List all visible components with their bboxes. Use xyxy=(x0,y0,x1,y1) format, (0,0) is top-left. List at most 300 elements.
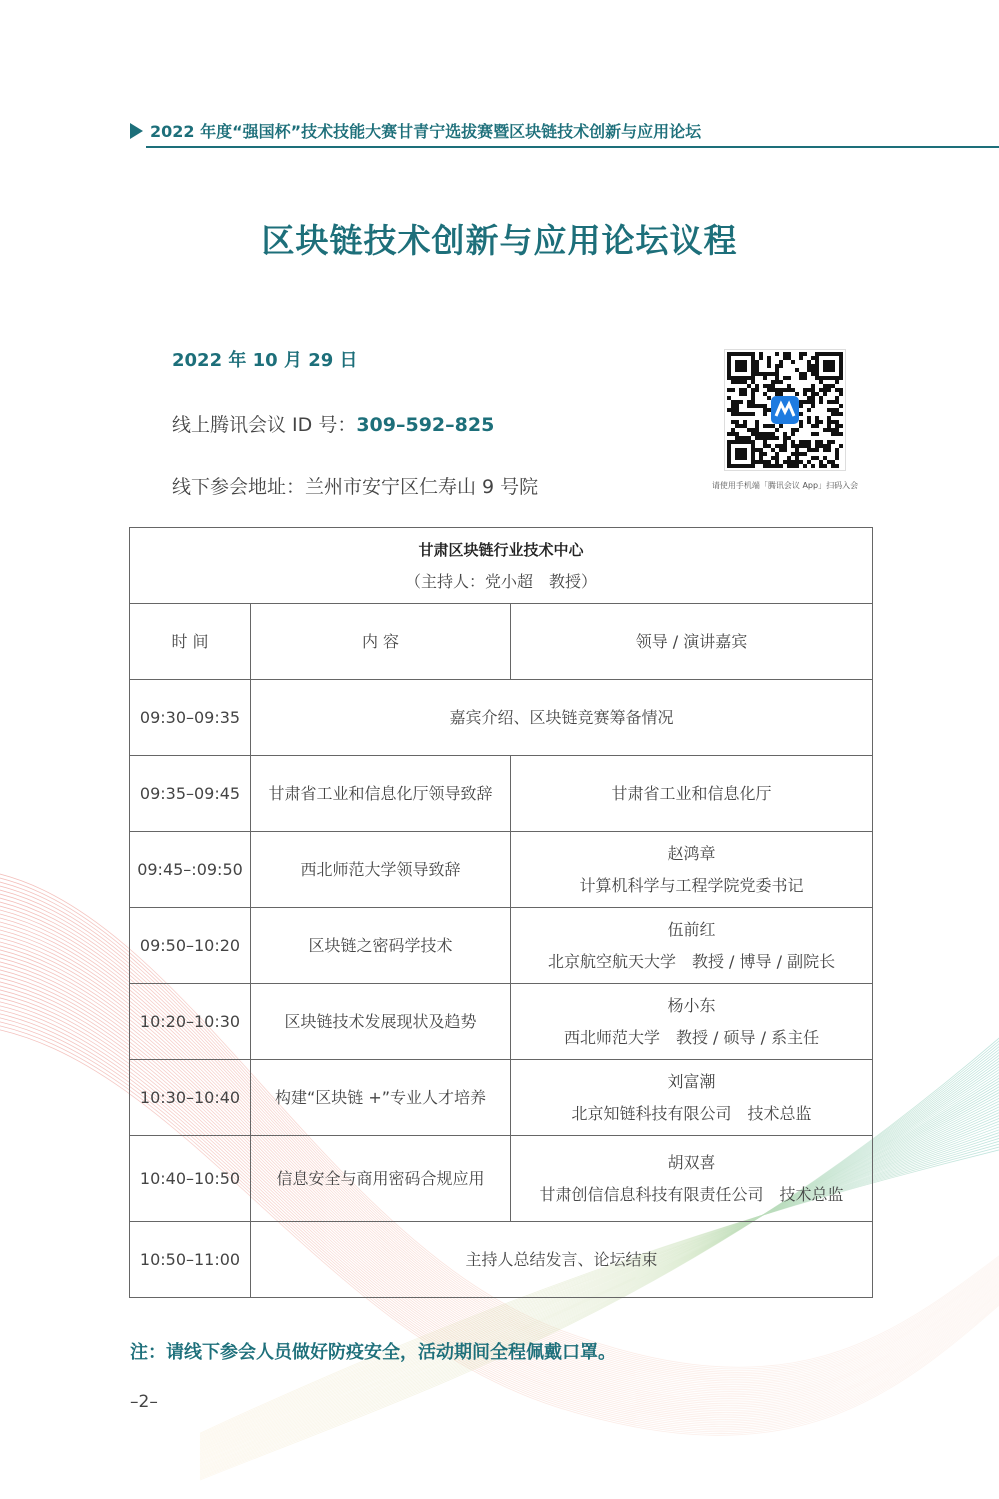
qr-module xyxy=(751,412,755,416)
qr-module xyxy=(747,352,751,356)
agenda-table xyxy=(129,527,873,1298)
qr-module xyxy=(759,436,763,440)
qr-module xyxy=(783,444,787,448)
qr-module xyxy=(755,420,759,424)
qr-module xyxy=(763,432,767,436)
qr-module xyxy=(811,372,815,376)
qr-module xyxy=(835,448,839,452)
qr-module xyxy=(831,420,835,424)
column-header-speaker: 领导 / 演讲嘉宾 xyxy=(511,604,873,680)
qr-module xyxy=(735,400,739,404)
qr-module xyxy=(727,388,731,392)
qr-module xyxy=(835,452,839,456)
qr-module xyxy=(771,456,775,460)
qr-module xyxy=(735,364,739,368)
qr-module xyxy=(835,388,839,392)
qr-module xyxy=(727,396,731,400)
qr-module xyxy=(751,388,755,392)
qr-module xyxy=(751,404,755,408)
qr-module xyxy=(763,424,767,428)
qr-module xyxy=(819,464,823,468)
qr-module xyxy=(775,444,779,448)
qr-module xyxy=(759,352,763,356)
speaker-title: 甘肃创信信息科技有限责任公司 技术总监 xyxy=(539,1184,844,1204)
qr-module xyxy=(751,372,755,376)
qr-module xyxy=(827,424,831,428)
qr-module xyxy=(783,440,787,444)
qr-module xyxy=(827,440,831,444)
qr-module xyxy=(779,424,783,428)
qr-module xyxy=(747,428,751,432)
qr-module xyxy=(755,384,759,388)
qr-module xyxy=(727,448,731,452)
qr-module xyxy=(831,460,835,464)
qr-module xyxy=(767,460,771,464)
qr-code-icon xyxy=(725,350,845,470)
qr-module xyxy=(731,428,735,432)
qr-module xyxy=(827,352,831,356)
qr-module xyxy=(735,464,739,468)
qr-module xyxy=(807,360,811,364)
qr-module xyxy=(839,432,843,436)
qr-module xyxy=(803,400,807,404)
qr-module xyxy=(815,372,819,376)
qr-module xyxy=(783,432,787,436)
qr-module xyxy=(799,444,803,448)
qr-module xyxy=(759,356,763,360)
qr-module xyxy=(771,380,775,384)
qr-module xyxy=(763,440,767,444)
qr-module xyxy=(755,360,759,364)
qr-module xyxy=(807,420,811,424)
qr-module xyxy=(787,456,791,460)
qr-module xyxy=(823,444,827,448)
qr-module xyxy=(787,356,791,360)
qr-module xyxy=(731,352,735,356)
qr-module xyxy=(743,464,747,468)
qr-module xyxy=(767,432,771,436)
qr-module xyxy=(743,436,747,440)
qr-module xyxy=(839,444,843,448)
qr-module xyxy=(779,360,783,364)
table-row xyxy=(130,1222,873,1298)
qr-module xyxy=(731,388,735,392)
qr-module xyxy=(743,360,747,364)
qr-module xyxy=(739,380,743,384)
qr-module xyxy=(775,388,779,392)
qr-module xyxy=(835,420,839,424)
time-cell: 10:30–10:40 xyxy=(130,1060,251,1136)
qr-module xyxy=(835,380,839,384)
qr-module xyxy=(803,444,807,448)
qr-module xyxy=(795,392,799,396)
qr-module xyxy=(799,452,803,456)
qr-module xyxy=(739,368,743,372)
qr-module xyxy=(731,464,735,468)
qr-module xyxy=(735,432,739,436)
banner-text: 2022 年度“强国杯”技术技能大赛甘青宁选拔赛暨区块链技术创新与应用论坛 xyxy=(150,122,702,141)
qr-module xyxy=(739,456,743,460)
qr-module xyxy=(787,460,791,464)
qr-module xyxy=(763,376,767,380)
qr-module xyxy=(791,388,795,392)
table-row xyxy=(130,984,873,1060)
qr-module xyxy=(811,424,815,428)
qr-module xyxy=(839,372,843,376)
qr-module xyxy=(759,452,763,456)
table-row xyxy=(130,756,873,832)
qr-module xyxy=(835,400,839,404)
qr-module xyxy=(803,452,807,456)
qr-module xyxy=(735,456,739,460)
qr-module xyxy=(731,412,735,416)
qr-module xyxy=(739,376,743,380)
qr-module xyxy=(823,456,827,460)
qr-module xyxy=(739,424,743,428)
qr-module xyxy=(771,424,775,428)
qr-module xyxy=(815,448,819,452)
qr-module xyxy=(771,436,775,440)
table-header-row xyxy=(130,528,873,604)
qr-module xyxy=(799,424,803,428)
qr-module xyxy=(775,456,779,460)
qr-module xyxy=(795,460,799,464)
content-cell: 构建“区块链 +”专业人才培养 xyxy=(251,1060,511,1136)
qr-module xyxy=(831,428,835,432)
qr-module xyxy=(823,364,827,368)
qr-module xyxy=(743,352,747,356)
qr-module xyxy=(831,360,835,364)
qr-module xyxy=(727,360,731,364)
qr-module xyxy=(799,440,803,444)
qr-module xyxy=(815,456,819,460)
qr-module xyxy=(751,360,755,364)
table-row xyxy=(130,908,873,984)
qr-module xyxy=(823,368,827,372)
qr-module xyxy=(731,376,735,380)
qr-module xyxy=(795,452,799,456)
qr-module xyxy=(755,372,759,376)
page-title: 区块链技术创新与应用论坛议程 xyxy=(261,221,738,260)
column-header-content: 内 容 xyxy=(251,604,511,680)
qr-module xyxy=(727,376,731,380)
qr-module xyxy=(755,448,759,452)
qr-module xyxy=(827,420,831,424)
qr-module xyxy=(727,368,731,372)
host-name: （主持人：党小超 教授） xyxy=(405,571,598,591)
qr-module xyxy=(735,436,739,440)
qr-module xyxy=(807,448,811,452)
qr-module xyxy=(799,404,803,408)
qr-module xyxy=(763,452,767,456)
speaker-title: 北京知链科技有限公司 技术总监 xyxy=(571,1103,812,1123)
qr-module xyxy=(799,372,803,376)
qr-module xyxy=(831,368,835,372)
qr-module xyxy=(763,372,767,376)
qr-module xyxy=(779,448,783,452)
qr-module xyxy=(735,408,739,412)
qr-module xyxy=(755,424,759,428)
qr-module xyxy=(771,464,775,468)
qr-module xyxy=(807,408,811,412)
qr-module xyxy=(795,368,799,372)
qr-module xyxy=(815,432,819,436)
qr-module xyxy=(815,444,819,448)
qr-module xyxy=(811,364,815,368)
qr-module xyxy=(743,424,747,428)
qr-module xyxy=(735,352,739,356)
qr-module xyxy=(835,428,839,432)
qr-module xyxy=(747,384,751,388)
qr-module xyxy=(783,388,787,392)
column-header-row xyxy=(130,604,873,680)
qr-module xyxy=(807,400,811,404)
qr-module xyxy=(735,448,739,452)
qr-module xyxy=(775,376,779,380)
qr-module xyxy=(743,364,747,368)
meeting-id[interactable]: 309–592–825 xyxy=(356,414,495,436)
qr-module xyxy=(831,432,835,436)
qr-module xyxy=(735,440,739,444)
qr-module xyxy=(763,392,767,396)
speaker-title: 计算机科学与工程学院党委书记 xyxy=(579,875,804,895)
speaker-name: 伍前红 xyxy=(667,919,716,939)
speaker-cell: 甘肃省工业和信息化厅 xyxy=(511,756,873,832)
qr-module xyxy=(787,464,791,468)
qr-code[interactable] xyxy=(724,349,846,471)
qr-module xyxy=(831,352,835,356)
qr-module xyxy=(811,400,815,404)
qr-module xyxy=(767,436,771,440)
qr-module xyxy=(811,384,815,388)
qr-module xyxy=(735,412,739,416)
content-cell: 主持人总结发言、论坛结束 xyxy=(251,1222,873,1298)
qr-module xyxy=(743,412,747,416)
qr-module xyxy=(727,464,731,468)
qr-module xyxy=(807,416,811,420)
qr-module xyxy=(803,376,807,380)
qr-module xyxy=(835,412,839,416)
qr-module xyxy=(727,456,731,460)
qr-module xyxy=(775,352,779,356)
qr-module xyxy=(791,464,795,468)
qr-module xyxy=(835,408,839,412)
content-cell: 区块链技术发展现状及趋势 xyxy=(251,984,511,1060)
online-meeting-info xyxy=(172,410,494,437)
qr-module xyxy=(739,392,743,396)
qr-module xyxy=(779,444,783,448)
qr-module xyxy=(839,368,843,372)
speaker-cell xyxy=(511,908,873,984)
qr-module xyxy=(823,376,827,380)
table-row xyxy=(130,680,873,756)
qr-module xyxy=(775,380,779,384)
qr-module xyxy=(803,352,807,356)
column-header-time: 时 间 xyxy=(130,604,251,680)
qr-module xyxy=(831,376,835,380)
qr-module xyxy=(827,448,831,452)
qr-module xyxy=(751,448,755,452)
qr-module xyxy=(811,432,815,436)
qr-module xyxy=(827,368,831,372)
qr-module xyxy=(739,364,743,368)
qr-module xyxy=(823,464,827,468)
qr-module xyxy=(775,436,779,440)
time-cell: 09:35–09:45 xyxy=(130,756,251,832)
qr-module xyxy=(783,376,787,380)
qr-module xyxy=(763,404,767,408)
qr-module xyxy=(811,404,815,408)
qr-module xyxy=(735,368,739,372)
qr-module xyxy=(827,360,831,364)
qr-module xyxy=(791,460,795,464)
table-row xyxy=(130,1136,873,1222)
qr-module xyxy=(791,428,795,432)
qr-module xyxy=(791,444,795,448)
qr-module xyxy=(759,448,763,452)
qr-module xyxy=(743,392,747,396)
qr-module xyxy=(791,440,795,444)
qr-module xyxy=(727,356,731,360)
qr-module xyxy=(775,464,779,468)
qr-module xyxy=(815,440,819,444)
qr-module xyxy=(775,460,779,464)
qr-module xyxy=(727,444,731,448)
qr-module xyxy=(811,388,815,392)
qr-module xyxy=(739,436,743,440)
qr-module xyxy=(783,448,787,452)
event-date: 2022 年 10 月 29 日 xyxy=(172,350,358,371)
qr-module xyxy=(731,440,735,444)
speaker-name: 胡双喜 xyxy=(667,1152,716,1172)
qr-module xyxy=(771,448,775,452)
qr-module xyxy=(743,368,747,372)
qr-module xyxy=(755,404,759,408)
qr-module xyxy=(739,352,743,356)
qr-module xyxy=(731,420,735,424)
qr-module xyxy=(819,440,823,444)
qr-module xyxy=(827,428,831,432)
qr-module xyxy=(731,404,735,408)
qr-module xyxy=(831,412,835,416)
qr-module xyxy=(727,408,731,412)
qr-module xyxy=(795,444,799,448)
qr-module xyxy=(727,372,731,376)
qr-module xyxy=(771,388,775,392)
qr-module xyxy=(815,420,819,424)
qr-module xyxy=(819,376,823,380)
qr-module xyxy=(803,392,807,396)
qr-module xyxy=(823,360,827,364)
qr-module xyxy=(787,436,791,440)
qr-module xyxy=(807,440,811,444)
qr-module xyxy=(739,464,743,468)
content-cell: 甘肃省工业和信息化厅领导致辞 xyxy=(251,756,511,832)
qr-module xyxy=(747,376,751,380)
qr-module xyxy=(807,364,811,368)
qr-module xyxy=(751,432,755,436)
qr-module xyxy=(763,408,767,412)
header-divider xyxy=(146,146,999,148)
qr-module xyxy=(731,400,735,404)
qr-module xyxy=(735,380,739,384)
qr-module xyxy=(767,444,771,448)
qr-module xyxy=(839,404,843,408)
qr-module xyxy=(819,352,823,356)
qr-module xyxy=(739,360,743,364)
speaker-cell xyxy=(511,1136,873,1222)
qr-module xyxy=(767,384,771,388)
qr-module xyxy=(795,448,799,452)
header-banner xyxy=(130,118,999,148)
qr-module xyxy=(779,392,783,396)
qr-module xyxy=(735,424,739,428)
qr-module xyxy=(819,460,823,464)
qr-module xyxy=(803,440,807,444)
qr-module xyxy=(739,448,743,452)
qr-module xyxy=(819,388,823,392)
qr-module xyxy=(815,368,819,372)
qr-module xyxy=(815,424,819,428)
qr-module xyxy=(759,456,763,460)
speaker-cell xyxy=(511,1060,873,1136)
speaker-cell xyxy=(511,832,873,908)
qr-module xyxy=(751,452,755,456)
qr-module xyxy=(839,388,843,392)
qr-module xyxy=(799,356,803,360)
content-cell: 区块链之密码学技术 xyxy=(251,908,511,984)
time-cell: 09:45–:09:50 xyxy=(130,832,251,908)
qr-module xyxy=(827,408,831,412)
qr-module xyxy=(803,464,807,468)
qr-module xyxy=(831,364,835,368)
qr-module xyxy=(759,432,763,436)
qr-module xyxy=(739,452,743,456)
qr-module xyxy=(751,376,755,380)
qr-module xyxy=(751,400,755,404)
qr-module xyxy=(823,384,827,388)
time-cell: 09:50–10:20 xyxy=(130,908,251,984)
qr-module xyxy=(755,432,759,436)
qr-module xyxy=(835,424,839,428)
safety-note: 注：请线下参会人员做好防疫安全，活动期间全程佩戴口罩。 xyxy=(130,1342,616,1363)
qr-module xyxy=(823,352,827,356)
qr-module xyxy=(819,420,823,424)
content-cell: 嘉宾介绍、区块链竞赛筹备情况 xyxy=(251,680,873,756)
qr-module xyxy=(791,360,795,364)
qr-module xyxy=(747,440,751,444)
qr-module xyxy=(755,436,759,440)
qr-module xyxy=(763,384,767,388)
qr-module xyxy=(823,448,827,452)
qr-module xyxy=(771,384,775,388)
qr-module xyxy=(755,428,759,432)
qr-module xyxy=(767,360,771,364)
qr-module xyxy=(811,448,815,452)
qr-module xyxy=(823,388,827,392)
qr-module xyxy=(807,368,811,372)
time-cell: 10:40–10:50 xyxy=(130,1136,251,1222)
qr-module xyxy=(827,388,831,392)
qr-module xyxy=(759,460,763,464)
qr-module xyxy=(763,460,767,464)
qr-module xyxy=(747,464,751,468)
qr-module xyxy=(835,464,839,468)
time-cell: 09:30–09:35 xyxy=(130,680,251,756)
qr-module xyxy=(747,400,751,404)
qr-module xyxy=(839,376,843,380)
qr-module xyxy=(727,364,731,368)
